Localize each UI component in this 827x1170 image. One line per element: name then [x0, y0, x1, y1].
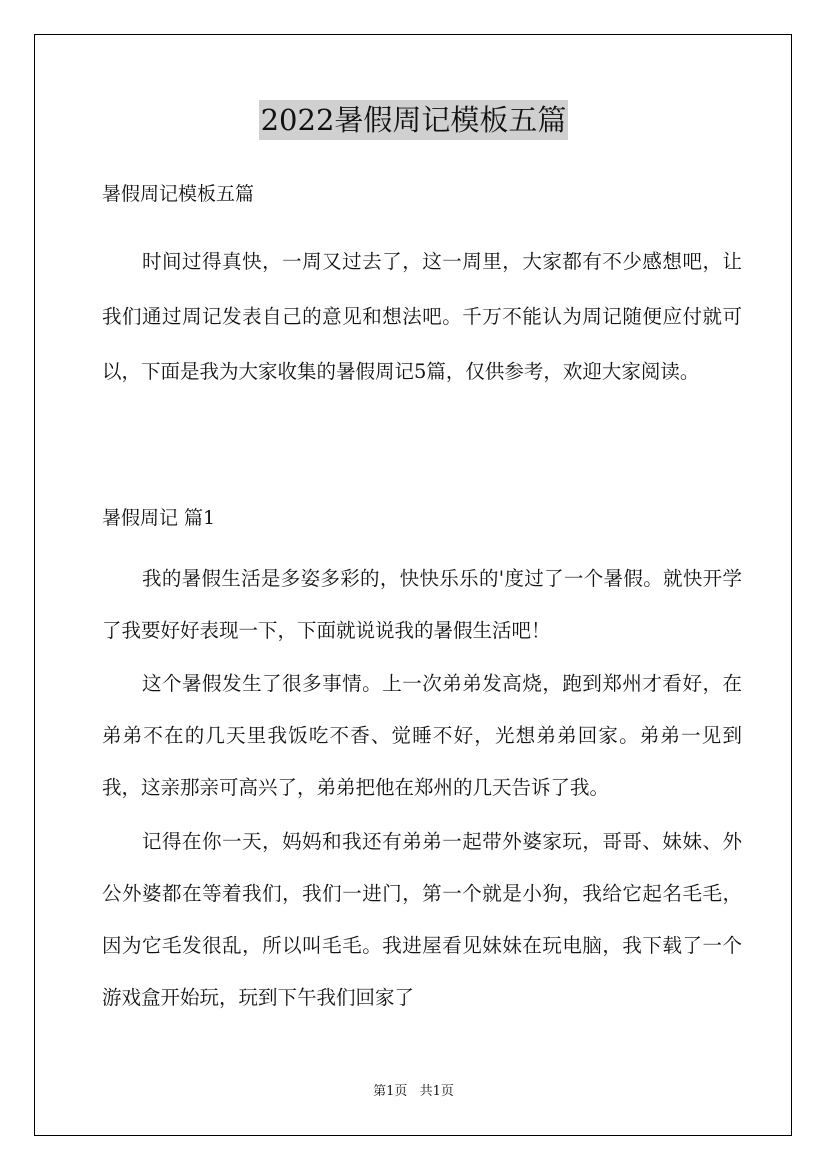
- page-footer: [0, 1083, 827, 1101]
- section-heading: 暑假周记 篇1: [102, 507, 216, 529]
- document-title: 2022暑假周记模板五篇: [259, 100, 569, 140]
- title-container: [0, 100, 827, 140]
- body-paragraph: 记得在你一天，妈妈和我还有弟弟一起带外婆家玩，哥哥、妹妹、外公外婆都在等着我们，我们一进门，第一个就是小狗，我给它起名毛毛，因为它毛发很乱，所以叫毛毛。我进屋看见妹妹在玩电脑，我下载了一个游戏盒开始玩，玩到下午我们回家了: [102, 830, 742, 1009]
- page-number: 第1页: [373, 1084, 408, 1099]
- body-paragraph: 我的暑假生活是多姿多彩的，快快乐乐的'度过了一个暑假。就快开学了我要好好表现一下，下面就说说我的暑假生活吧！: [102, 567, 742, 642]
- page-total: 共1页: [419, 1084, 454, 1099]
- intro-paragraph: 时间过得真快，一周又过去了，这一周里，大家都有不少感想吧，让我们通过周记发表自己的意见和想法吧。千万不能认为周记随便应付就可以，下面是我为大家收集的暑假周记5篇，仅供参考，欢迎大家阅读。: [102, 250, 742, 383]
- document-subtitle: 暑假周记模板五篇: [102, 183, 255, 205]
- body-paragraph: 这个暑假发生了很多事情。上一次弟弟发高烧，跑到郑州才看好，在弟弟不在的几天里我饭吃不香、觉睡不好，光想弟弟回家。弟弟一见到我，这亲那亲可高兴了，弟弟把他在郑州的几天告诉了我。: [102, 672, 742, 799]
